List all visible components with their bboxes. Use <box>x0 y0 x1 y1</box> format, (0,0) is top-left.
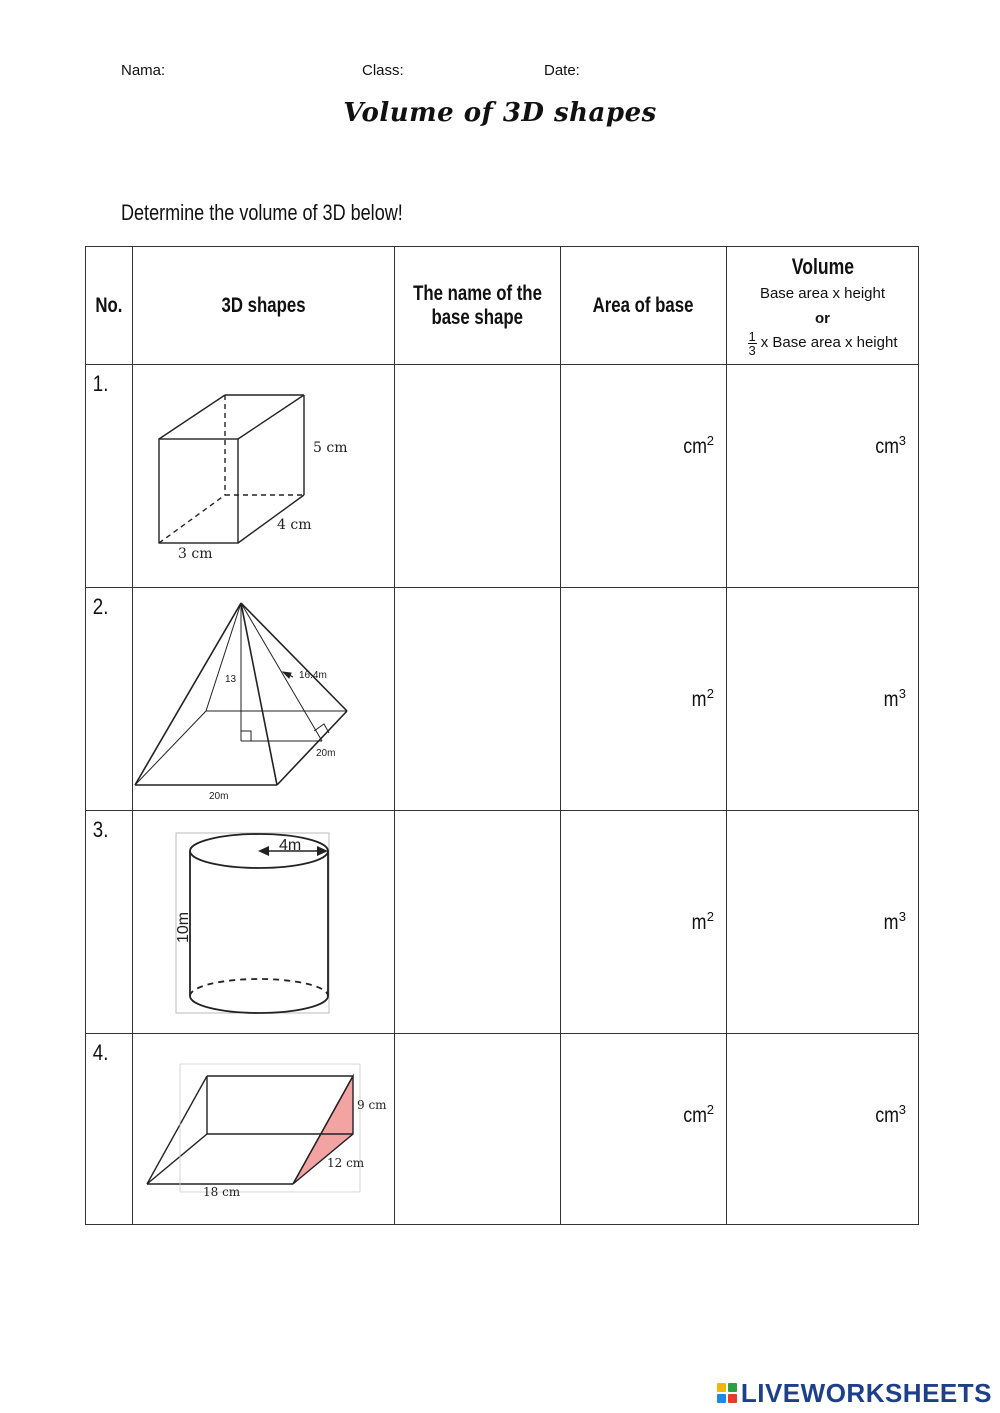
shape-cell <box>133 365 395 588</box>
cuboid-width-label: 3 cm <box>178 546 213 562</box>
area-answer-cell[interactable] <box>561 811 727 1034</box>
header-shapes: 3D shapes <box>133 247 395 365</box>
logo-square <box>728 1383 737 1392</box>
logo-text: LIVEWORKSHEETS <box>740 1377 992 1408</box>
area-answer-cell[interactable] <box>561 1034 727 1225</box>
area-unit: $cm^2$ <box>682 433 714 458</box>
logo-mark-icon <box>717 1383 737 1403</box>
cuboid-height-label: 5 cm <box>313 440 348 456</box>
cylinder-radius-label: 4m <box>279 837 302 854</box>
row-number-cell: 1. <box>86 365 133 588</box>
pyramid-side-label: 20m <box>316 748 336 759</box>
cuboid-diagram <box>133 365 395 587</box>
volume-unit: $m^3$ <box>883 686 906 711</box>
cylinder-height-label: 10m <box>175 911 192 943</box>
header-row <box>86 247 919 365</box>
row-number-cell: 4. <box>86 1034 133 1225</box>
one-third-fraction: $\frac{1}{3}$ <box>748 328 756 358</box>
volume-answer-cell[interactable] <box>727 588 919 811</box>
table-row <box>86 811 919 1034</box>
row-number-cell: 3. <box>86 811 133 1034</box>
area-unit: $cm^2$ <box>682 1102 714 1127</box>
base-name-answer-cell[interactable] <box>395 365 561 588</box>
cuboid-depth-label: 4 cm <box>277 517 312 533</box>
area-unit: $m^2$ <box>691 909 714 934</box>
page-title: Volume of 3D shapes <box>343 98 657 128</box>
name-label: Nama: <box>121 62 166 79</box>
base-name-answer-cell[interactable] <box>395 811 561 1034</box>
volume-unit: $cm^3$ <box>874 433 906 458</box>
shape-cell <box>133 588 395 811</box>
pyramid-slant-label: 16.4m <box>299 670 327 681</box>
triangular-prism-diagram <box>133 1034 395 1224</box>
volume-unit: $cm^3$ <box>874 1102 906 1127</box>
area-unit: $m^2$ <box>691 686 714 711</box>
shape-cell <box>133 811 395 1034</box>
table-row <box>86 365 919 588</box>
prism-slant-label: 12 cm <box>327 1156 365 1170</box>
prism-length-label: 18 cm <box>203 1185 241 1199</box>
pyramid-diagram <box>133 588 395 810</box>
worksheet-table <box>85 246 919 1225</box>
shape-cell <box>133 1034 395 1225</box>
pyramid-base-label: 20m <box>209 791 229 802</box>
liveworksheets-logo[interactable] <box>717 1377 992 1408</box>
logo-square <box>717 1383 726 1392</box>
cuboid-front-face <box>159 439 238 543</box>
header-area: Area of base <box>561 247 727 365</box>
logo-square <box>728 1394 737 1403</box>
base-name-answer-cell[interactable] <box>395 588 561 811</box>
pyramid-height-label: 13 <box>225 674 237 685</box>
volume-answer-cell[interactable] <box>727 1034 919 1225</box>
header-no: No. <box>86 247 133 365</box>
header-base-name: The name of the base shape <box>395 247 561 365</box>
instruction-text: Determine the volume of 3D below! <box>121 200 403 225</box>
prism-height-label: 9 cm <box>357 1098 387 1112</box>
class-label: Class: <box>362 62 404 79</box>
volume-unit: $m^3$ <box>883 909 906 934</box>
volume-answer-cell[interactable] <box>727 365 919 588</box>
area-answer-cell[interactable] <box>561 365 727 588</box>
table-row <box>86 1034 919 1225</box>
row-number-cell: 2. <box>86 588 133 811</box>
cylinder-diagram <box>133 811 395 1033</box>
area-answer-cell[interactable] <box>561 588 727 811</box>
logo-square <box>717 1394 726 1403</box>
base-name-answer-cell[interactable] <box>395 1034 561 1225</box>
header-volume: Volume Base area x height or $\frac{1}{3}$ x Base area x height <box>727 247 919 365</box>
volume-answer-cell[interactable] <box>727 811 919 1034</box>
date-label: Date: <box>544 62 580 79</box>
table-row <box>86 588 919 811</box>
